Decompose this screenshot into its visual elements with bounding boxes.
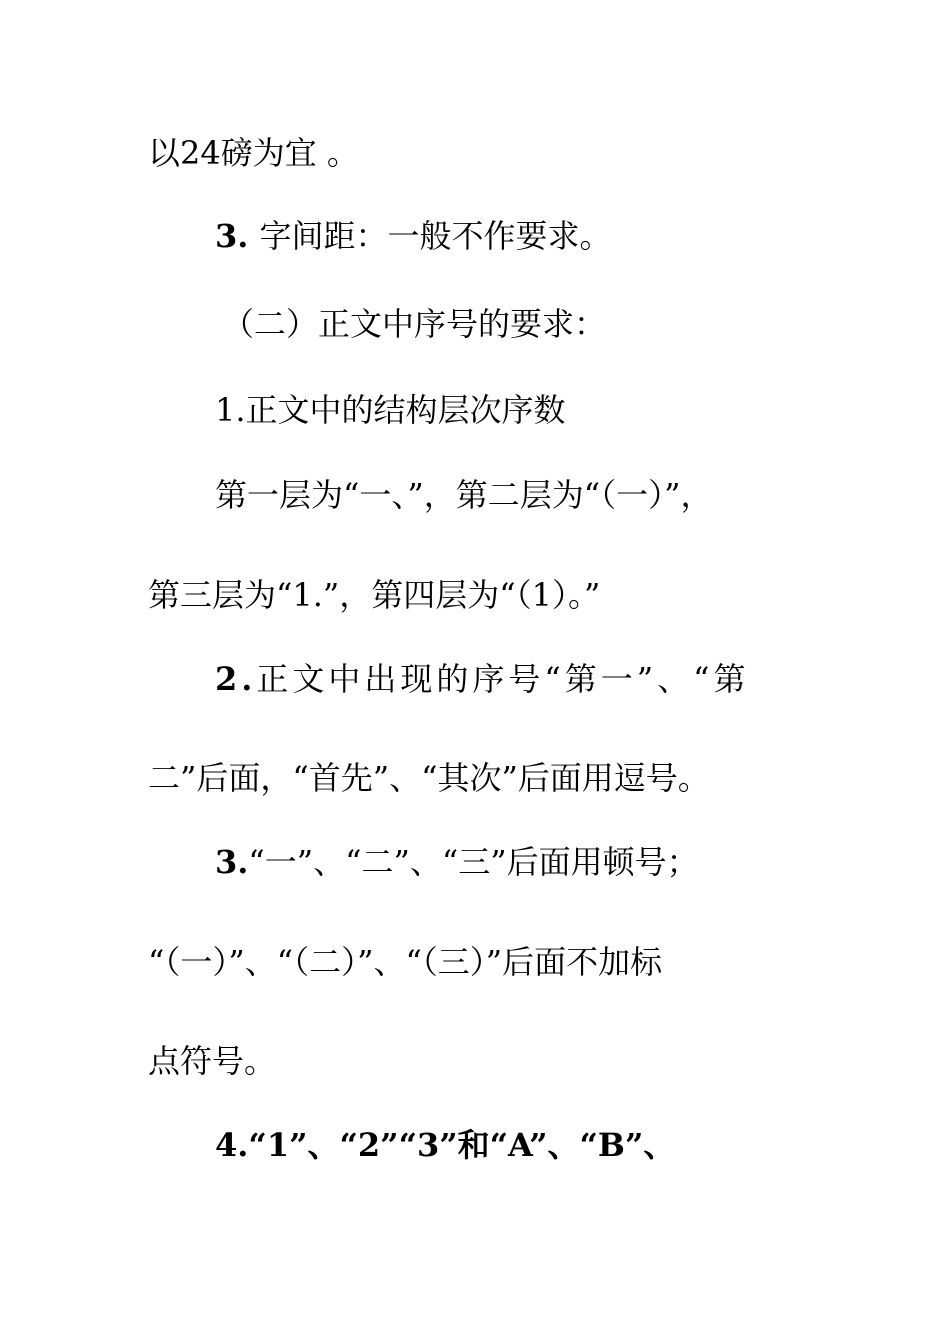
item-number: 2. — [215, 660, 257, 698]
paragraph-line — [215, 842, 699, 882]
section-heading: （二）正文中序号的要求： — [222, 305, 607, 343]
paragraph-line — [215, 216, 612, 256]
item-number: 3. — [215, 217, 260, 255]
paragraph-line: 1.正文中的结构层次序数 — [215, 391, 566, 429]
paragraph-line: “（一）”、“（二）”、“（三）”后面不加标 — [148, 943, 663, 981]
item-text: “一”、“二”、“三”后面用顿号； — [248, 843, 699, 881]
item-text: 正文中出现的序号“第一”、“第 — [256, 660, 750, 698]
paragraph-line: 二”后面，“首先”、“其次”后面用逗号。 — [148, 759, 710, 797]
paragraph-line: 第一层为“一、”，第二层为“（一）”， — [215, 476, 713, 514]
paragraph-line: 以24磅为宜 。 — [148, 134, 359, 172]
paragraph-line: 4.“1”、“2”“3”和“A”、“B”、 — [215, 1126, 676, 1164]
paragraph-line: 第三层为“1.”，第四层为“（1）。” — [148, 576, 601, 614]
item-text: 字间距：一般不作要求。 — [259, 217, 612, 255]
paragraph-line: 点符号。 — [148, 1042, 277, 1080]
item-number: 3. — [215, 843, 249, 881]
paragraph-line — [215, 659, 750, 699]
